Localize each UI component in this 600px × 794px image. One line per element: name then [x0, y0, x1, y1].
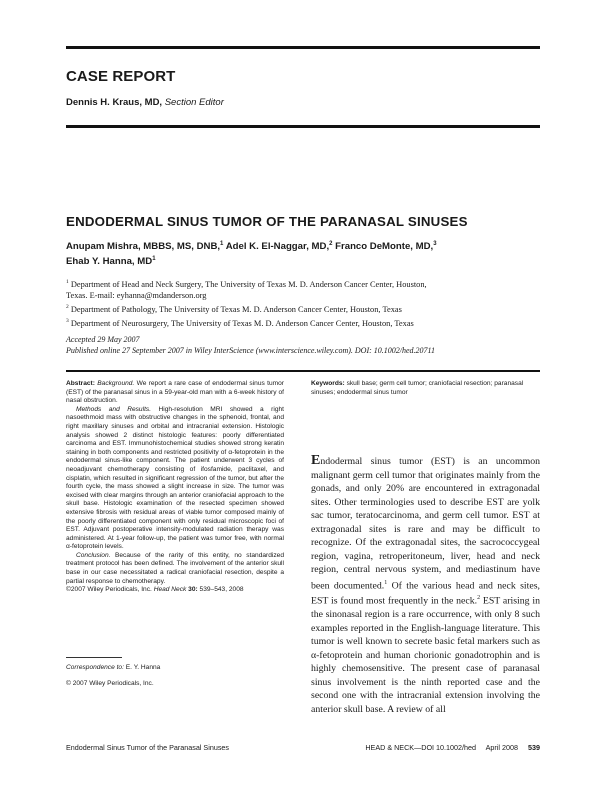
conclusion-label: Conclusion.	[76, 551, 111, 559]
keywords	[311, 380, 539, 397]
abstract-methods	[66, 406, 284, 552]
author-affil-mark: 2	[329, 241, 333, 247]
published-info: Published online 27 September 2007 in Wiley InterScience (www.interscience.wiley.com). DOI: 10.1002/hed.20711	[66, 346, 435, 355]
keywords-text: skull base; germ cell tumor; craniofacial resection; paranasal sinuses; endodermal sinus tumor	[311, 380, 524, 396]
author-affil-mark: 1	[152, 256, 156, 263]
journal-doi: HEAD & NECK—DOI 10.1002/hed	[365, 743, 477, 752]
correspondence-name: E. Y. Hanna	[125, 664, 161, 671]
affiliation-1	[66, 277, 540, 301]
page-number: 539	[528, 743, 540, 752]
journal-footer	[296, 743, 540, 752]
abstract-copyright: ©2007 Wiley Periodicals, Inc.	[66, 586, 152, 594]
author-name: Ehab Y. Hanna, MD	[66, 256, 153, 268]
top-rule	[66, 46, 540, 49]
body-part-2: Of the various head and neck sites, EST is found most frequently in the neck.	[311, 579, 540, 607]
correspondence	[66, 664, 160, 671]
journal-cite: Head Neck	[153, 586, 187, 594]
body-part-1: ndodermal sinus tumor (EST) is an uncommon malignant germ cell tumor that originates mainly from the gonads, and only 20% are encountered in extragonadal sites. Other terminologies used to describe EST are yolk sac tumor, teratocarcinoma, and germ cell tumor. EST at extragonadal sites is rare and may be difficult to recognize. Of the extragonadal sites, the sacrococcygeal region, vagina, retroperitoneum, liver, head and neck region, central nervous system, and mediastinum have been documented.	[311, 456, 540, 591]
abstract	[66, 380, 284, 595]
author-list	[66, 238, 536, 268]
abstract-conclusion	[66, 552, 284, 595]
author-affil-mark: 3	[433, 241, 437, 247]
affil-mark: 3	[66, 318, 69, 325]
author-name: Franco DeMonte, MD,	[335, 241, 434, 253]
drop-cap: E	[311, 453, 321, 468]
affil-text: Department of Neurosurgery, The University of Texas M. D. Anderson Cancer Center, Houston, Texas	[70, 319, 414, 328]
copyright-note: © 2007 Wiley Periodicals, Inc.	[66, 680, 154, 687]
affiliation-2	[66, 302, 540, 315]
affil-text: Department of Head and Neck Surgery, The University of Texas M. D. Anderson Cancer Center, Houston,	[70, 279, 427, 289]
author-name: Adel K. El-Naggar, MD,	[225, 241, 330, 253]
running-title: Endodermal Sinus Tumor of the Paranasal Sinuses	[66, 743, 230, 752]
keywords-label: Keywords:	[311, 380, 345, 387]
background-text: We report a rare case of endodermal sinus tumor (EST) of the paranasal sinus in a 59-year-old man with a 6-week history of nasal obstruction.	[66, 380, 284, 405]
editor-name: Dennis H. Kraus, MD,	[66, 97, 163, 108]
editor-role: Section Editor	[164, 97, 224, 108]
methods-label: Methods and Results.	[76, 405, 152, 413]
affiliation-3	[66, 316, 540, 329]
footnote-divider	[66, 657, 122, 658]
section-editor	[66, 97, 224, 108]
reference-mark: 1	[384, 579, 388, 586]
affil-mark: 1	[66, 279, 69, 285]
correspondence-label: Correspondence to:	[66, 664, 124, 671]
background-label: Background.	[97, 380, 135, 387]
conclusion-text: Because of the rarity of this entity, no standardized treatment protocol has been defined. The involvement of the anterior skull base in our case necessitated a radical craniofacial resection, despite a partial response to chemotherapy.	[66, 551, 284, 585]
affil-text: Texas. E-mail: eyhanna@mdanderson.org	[66, 291, 207, 300]
body-part-3: EST arising in the sinonasal region is a rare occurrence, with only 8 such examples reported in the English-language literature. This tumor is well known to secrete basic fetal markers such as α-fetoprotein and human chorionic gonadotrophin and is highly chemosensitive. The present case of paranasal sinus involvement is the ninth reported case and the second one with the intracranial extension involving the anterior skull base. A review of all	[311, 595, 541, 715]
article-title: ENDODERMAL SINUS TUMOR OF THE PARANASAL SINUSES	[66, 214, 468, 229]
author-name: Anupam Mishra, MBBS, MS, DNB,	[66, 241, 221, 253]
body-text	[311, 454, 540, 716]
affil-text: Department of Pathology, The University of Texas M. D. Anderson Cancer Center, Houston, Texas	[70, 305, 402, 314]
issue-month: April 2008	[485, 743, 518, 752]
journal-volume: 30:	[188, 586, 198, 594]
section-heading: CASE REPORT	[66, 68, 176, 85]
publication-info	[66, 334, 540, 356]
reference-mark: 2	[477, 595, 481, 602]
abstract-label: Abstract:	[66, 380, 95, 387]
affil-mark: 2	[66, 304, 69, 311]
abstract-background	[66, 380, 284, 406]
header-rule	[66, 125, 540, 128]
author-affil-mark: 1	[220, 241, 224, 247]
accepted-date: Accepted 29 May 2007	[66, 335, 140, 344]
affiliations	[66, 277, 540, 330]
methods-text: High-resolution MRI showed a right nasoethmoid mass with obstructive changes in the sphenoid, frontal, and right maxillary sinuses and orbital and intracranial extension. Histologic analysis showed 2 distinct histologic features: poorly differentiated carcinoma and EST. Immunohistochemical studies showed strong keratin staining in both components and restricted positivity of α-fetoprotein in the endodermal sinus-like component. The patient underwent 3 cycles of neoadjuvant chemotherapy consisting of ifosfamide, paclitaxel, and cisplatin, which resulted in significant regression of the tumor, but after the fourth cycle, the mass showed a slight increase in size. The tumor was excised with clear margins through an anterior craniofacial approach to the skull base. Histologic examination of the resected specimen showed extensive fibrosis with residual areas of viable tumor composed mainly of the poorly differentiated component with only residual microscopic foci of EST. Adjuvant postoperative intensity-modulated radiation therapy was administered. At 1-year follow-up, the patient was tumor free, with normal α-fetoprotein levels.	[66, 405, 284, 551]
abstract-rule	[66, 370, 540, 372]
journal-pages: 539–543, 2008	[199, 586, 244, 594]
